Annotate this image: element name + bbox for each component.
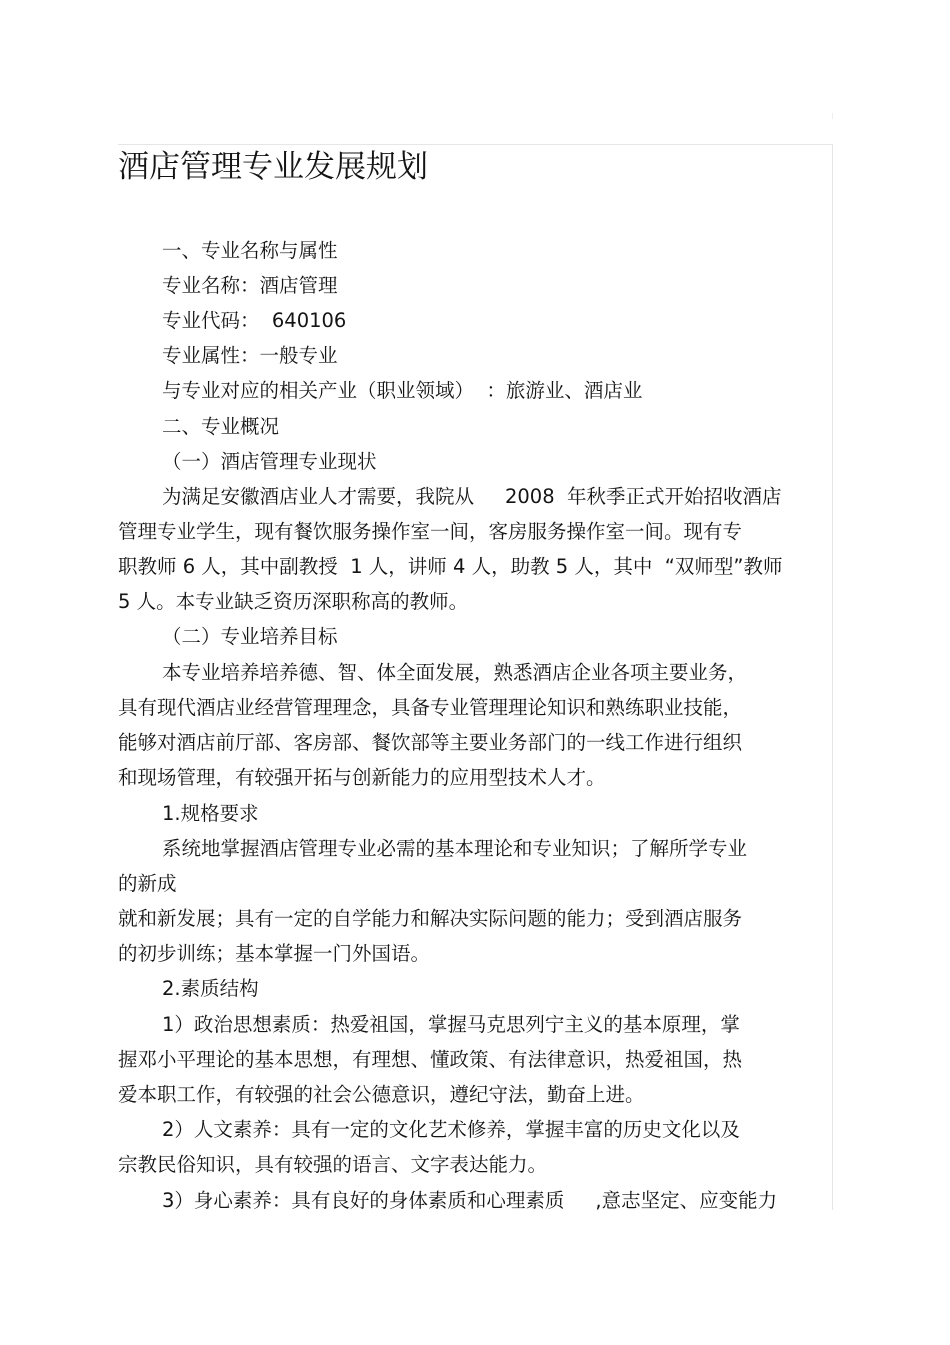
paragraph-line: 爱本职工作，有较强的社会公德意识，遵纪守法，勤奋上进。 bbox=[118, 1083, 645, 1106]
paragraph-line: 本专业培养培养德、智、体全面发展，熟悉酒店企业各项主要业务， bbox=[162, 661, 748, 684]
subsection-heading-2: （二）专业培养目标 bbox=[162, 625, 338, 648]
paragraph-line: 就和新发展；具有一定的自学能力和解决实际问题的能力；受到酒店服务 bbox=[118, 907, 743, 930]
paragraph-line: 握邓小平理论的基本思想，有理想、懂政策、有法律意识，热爱祖国，热 bbox=[118, 1048, 743, 1071]
paragraph-line: 的初步训练；基本掌握一门外国语。 bbox=[118, 942, 431, 965]
paragraph-line: 为满足安徽酒店业人才需要，我院从 2008 年秋季正式开始招收酒店 bbox=[162, 485, 782, 508]
section-heading-1: 一、专业名称与属性 bbox=[162, 239, 338, 262]
section-heading-2: 二、专业概况 bbox=[162, 415, 280, 438]
paragraph-line: 能够对酒店前厅部、客房部、餐饮部等主要业务部门的一线工作进行组织 bbox=[118, 731, 743, 754]
paragraph-line: 3）身心素养：具有良好的身体素质和心理素质 ,意志坚定、应变能力 bbox=[162, 1189, 778, 1212]
paragraph-line: 职教师 6 人，其中副教授 1 人，讲师 4 人，助教 5 人，其中 “双师型”教师 bbox=[118, 555, 783, 578]
paragraph-line: 系统地掌握酒店管理专业必需的基本理论和专业知识；了解所学专业 bbox=[162, 837, 748, 860]
paragraph-line: 1）政治思想素质：热爱祖国，掌握马克思列宁主义的基本原理，掌 bbox=[162, 1013, 740, 1036]
paragraph-line: 2）人文素养：具有一定的文化艺术修养，掌握丰富的历史文化以及 bbox=[162, 1118, 740, 1141]
major-attribute: 专业属性：一般专业 bbox=[162, 344, 338, 367]
item-heading-2: 2.素质结构 bbox=[162, 977, 259, 1000]
item-heading-1: 1.规格要求 bbox=[162, 802, 259, 825]
paragraph-line: 和现场管理，有较强开拓与创新能力的应用型技术人才。 bbox=[118, 766, 606, 789]
paragraph-line: 的新成 bbox=[118, 872, 177, 895]
paragraph-line: 管理专业学生，现有餐饮服务操作室一间，客房服务操作室一间。现有专 bbox=[118, 520, 743, 543]
major-code: 专业代码： 640106 bbox=[162, 309, 347, 332]
paragraph-line: 5 人。本专业缺乏资历深职称高的教师。 bbox=[118, 590, 469, 613]
major-name: 专业名称：酒店管理 bbox=[162, 274, 338, 297]
subsection-heading-1: （一）酒店管理专业现状 bbox=[162, 450, 377, 473]
related-industry: 与专业对应的相关产业（职业领域） ：旅游业、酒店业 bbox=[162, 379, 643, 402]
corner-mark bbox=[826, 113, 833, 119]
paragraph-line: 具有现代酒店业经营管理理念，具备专业管理理论知识和熟练职业技能， bbox=[118, 696, 743, 719]
paragraph-line: 宗教民俗知识，具有较强的语言、文字表达能力。 bbox=[118, 1153, 548, 1176]
document-title: 酒店管理专业发展规划 bbox=[118, 149, 428, 185]
